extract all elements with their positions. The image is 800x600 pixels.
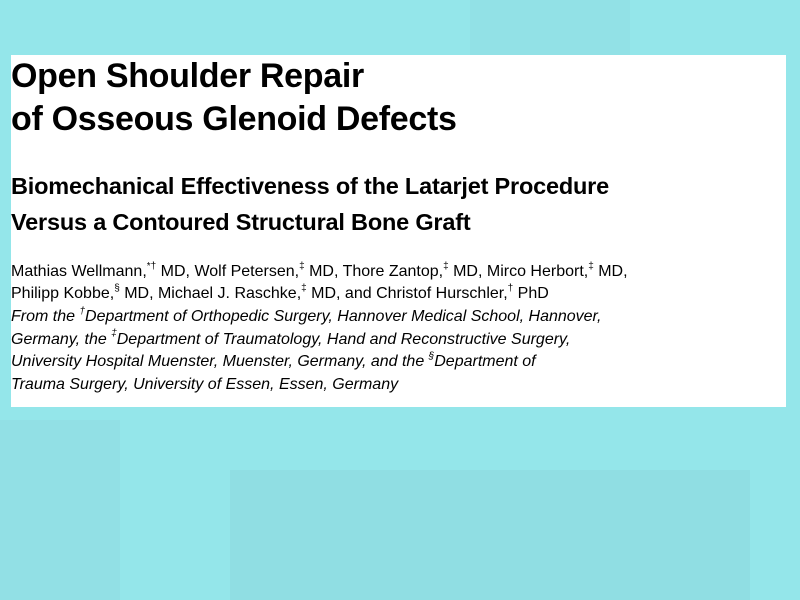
background-texture bbox=[230, 470, 750, 600]
author-name: Thore Zantop, bbox=[342, 263, 444, 280]
author-degree: MD, bbox=[448, 263, 487, 280]
affiliation-line bbox=[11, 351, 601, 374]
author-name: Christof Hurschler, bbox=[376, 285, 508, 302]
author-degree: MD, bbox=[304, 263, 343, 280]
author-affiliations bbox=[11, 306, 601, 396]
author-degree: PhD bbox=[513, 285, 549, 302]
author-footnote-mark: § bbox=[114, 282, 120, 294]
author-name: Mirco Herbort, bbox=[486, 263, 589, 280]
background-texture bbox=[470, 0, 630, 60]
affiliation-footnote-mark: † bbox=[79, 305, 86, 317]
author-list bbox=[11, 261, 628, 305]
affiliation-text: Department of Traumatology, Hand and Reconstructive Surgery, bbox=[116, 330, 571, 348]
author-degree: MD, bbox=[119, 285, 158, 302]
author-footnote-mark: *† bbox=[146, 260, 157, 272]
author-name: Mathias Wellmann, bbox=[11, 263, 147, 280]
article-subtitle-line: Versus a Contoured Structural Bone Graft bbox=[11, 209, 471, 235]
affiliation-line: Trauma Surgery, University of Essen, Essen, Germany bbox=[11, 375, 399, 393]
author-footnote-mark: † bbox=[507, 282, 514, 294]
article-subtitle-line: Biomechanical Effectiveness of the Latarjet Procedure bbox=[11, 173, 609, 199]
affiliation-text: Germany, the bbox=[11, 330, 112, 348]
affiliation-line bbox=[11, 329, 601, 352]
author-footnote-mark: ‡ bbox=[301, 282, 307, 294]
author-degree: MD, and bbox=[306, 285, 377, 302]
affiliation-text: University Hospital Muenster, Muenster, Germany, and the bbox=[11, 353, 429, 370]
article-header bbox=[11, 55, 786, 407]
background-texture bbox=[0, 420, 120, 600]
author-footnote-mark: ‡ bbox=[299, 260, 305, 272]
article-subtitle bbox=[11, 168, 609, 240]
article-title-line: of Osseous Glenoid Defects bbox=[11, 100, 457, 138]
author-name: Philipp Kobbe, bbox=[11, 285, 115, 302]
affiliation-line bbox=[11, 306, 601, 329]
affiliation-text: Department of Orthopedic Surgery, Hannover Medical School, Hannover, bbox=[85, 308, 602, 325]
author-line bbox=[11, 283, 628, 305]
affiliation-text: Department of bbox=[434, 353, 536, 370]
author-name: Wolf Petersen, bbox=[194, 263, 300, 280]
article-title-line: Open Shoulder Repair bbox=[11, 57, 364, 95]
author-degree: MD, bbox=[593, 263, 628, 280]
affiliation-footnote-mark: § bbox=[428, 350, 435, 362]
affiliation-text: From the bbox=[11, 308, 80, 325]
author-name: Michael J. Raschke, bbox=[157, 285, 302, 302]
author-degree: MD, bbox=[156, 263, 195, 280]
article-title bbox=[11, 55, 457, 141]
author-footnote-mark: ‡ bbox=[443, 260, 449, 272]
author-line bbox=[11, 261, 628, 283]
author-footnote-mark: ‡ bbox=[588, 260, 594, 272]
affiliation-footnote-mark: ‡ bbox=[111, 328, 117, 340]
